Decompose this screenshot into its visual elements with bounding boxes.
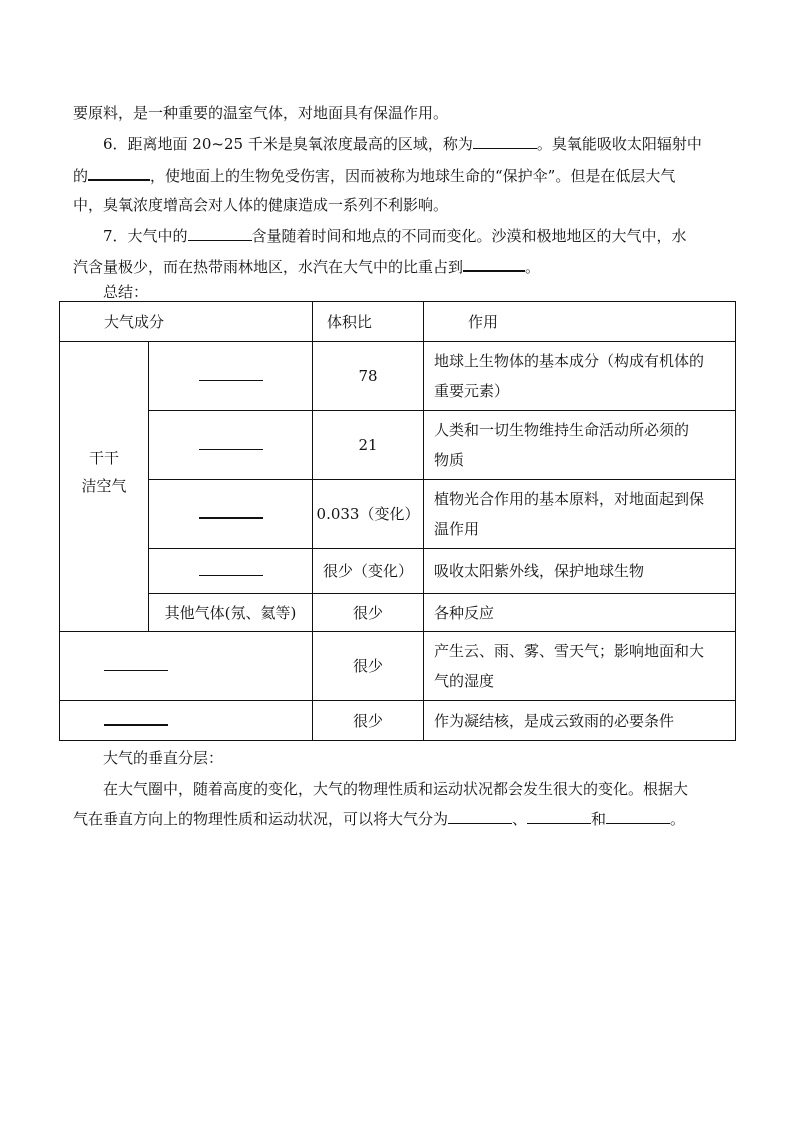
text: 人类和一切生物维持生命活动所必须的 <box>434 421 690 439</box>
paragraph-6-line-2 <box>73 165 675 186</box>
function-cell <box>424 342 736 411</box>
function-cell <box>424 411 736 480</box>
atmosphere-composition-table <box>59 301 736 741</box>
fill-blank <box>104 656 168 671</box>
component-cell <box>149 342 313 411</box>
component-cell: 其他气体(氖、氦等) <box>149 594 313 632</box>
component-cell <box>60 701 313 741</box>
header-volume: 体积比 <box>313 302 424 342</box>
fill-blank <box>448 809 512 824</box>
text: 中，臭氧浓度增高会对人体的健康造成一系列不利影响。 <box>73 196 449 214</box>
vertical-layers-line-2 <box>73 809 685 829</box>
table-row <box>60 411 736 480</box>
vertical-layers-heading <box>103 748 223 768</box>
table-row <box>60 632 736 701</box>
text: 大气的垂直分层： <box>103 749 224 767</box>
header-component: 大气成分 <box>60 302 313 342</box>
table-row <box>60 342 736 411</box>
text: 。臭氧能吸收太阳辐射中 <box>536 135 702 153</box>
fill-blank <box>527 809 591 824</box>
fill-blank <box>188 226 252 241</box>
function-cell <box>424 480 736 549</box>
text: 。 <box>670 810 686 828</box>
fill-blank <box>199 503 263 519</box>
paragraph-6-line-3 <box>73 195 448 215</box>
text: 总结： <box>103 283 149 301</box>
vertical-layers-line-1 <box>103 779 688 799</box>
fill-blank <box>473 134 537 149</box>
text: ，使地面上的生物免受伤害，因而被称为地球生命的“保护伞”。但是在低层大气 <box>150 167 676 185</box>
dry-clean-air-group-label <box>60 342 149 632</box>
text: 含量随着时间和地点的不同而变化。沙漠和极地地区的大气中，水 <box>251 227 687 245</box>
fill-blank <box>606 809 670 824</box>
function-cell <box>424 632 736 701</box>
table-row <box>60 480 736 549</box>
table-header-row <box>60 302 736 342</box>
text: 、 <box>512 810 528 828</box>
text: 汽含量极少，而在热带雨林地区，水汽在大气中的比重占到 <box>73 258 464 276</box>
text: 植物光合作用的基本原料，对地面起到保 <box>434 490 705 508</box>
table-row <box>60 594 736 632</box>
summary-label <box>103 282 148 302</box>
text: 在大气圈中，随着高度的变化，大气的物理性质和运动状况都会发生很大的变化。根据大 <box>103 780 689 798</box>
text: 7．大气中的 <box>103 227 188 245</box>
text: 和 <box>591 810 607 828</box>
paragraph-7-line-2 <box>73 256 540 277</box>
text: 6．距离地面 20~25 千米是臭氧浓度最高的区域，称为 <box>103 135 473 153</box>
volume-cell: 很少（变化） <box>313 549 424 594</box>
function-cell: 各种反应 <box>424 594 736 632</box>
volume-cell: 0.033（变化） <box>313 480 424 549</box>
component-cell <box>60 632 313 701</box>
fill-blank <box>199 435 263 450</box>
fill-blank <box>199 366 263 381</box>
table-row <box>60 701 736 741</box>
text: 物质 <box>434 451 465 469</box>
volume-cell: 21 <box>313 411 424 480</box>
volume-cell: 很少 <box>313 701 424 741</box>
paragraph-continuation <box>73 103 448 123</box>
volume-cell: 很少 <box>313 594 424 632</box>
function-cell: 作为凝结核，是成云致雨的必要条件 <box>424 701 736 741</box>
volume-cell: 很少 <box>313 632 424 701</box>
paragraph-7-line-1 <box>103 226 687 246</box>
text: 的 <box>73 167 89 185</box>
paragraph-6-line-1 <box>103 134 702 154</box>
group-label-line-1: 干干 <box>88 448 119 467</box>
fill-blank <box>104 710 168 726</box>
component-cell <box>149 411 313 480</box>
component-cell <box>149 549 313 594</box>
text: 产生云、雨、雾、雪天气；影响地面和大 <box>434 642 705 660</box>
group-label-line-2: 洁空气 <box>81 476 127 495</box>
text: 地球上生物体的基本成分（构成有机体的 <box>434 352 705 370</box>
function-cell: 吸收太阳紫外线，保护地球生物 <box>424 549 736 594</box>
text: 温作用 <box>434 520 480 538</box>
text: 要原料，是一种重要的温室气体，对地面具有保温作用。 <box>73 104 449 122</box>
text: 。 <box>525 258 541 276</box>
fill-blank <box>88 165 150 181</box>
text: 气的湿度 <box>434 672 495 690</box>
header-function: 作用 <box>424 302 736 342</box>
volume-cell: 78 <box>313 342 424 411</box>
text: 气在垂直方向上的物理性质和运动状况，可以将大气分为 <box>73 810 449 828</box>
fill-blank <box>463 256 525 272</box>
table-row <box>60 549 736 594</box>
text: 重要元素） <box>434 382 510 400</box>
component-cell <box>149 480 313 549</box>
fill-blank <box>199 561 263 576</box>
